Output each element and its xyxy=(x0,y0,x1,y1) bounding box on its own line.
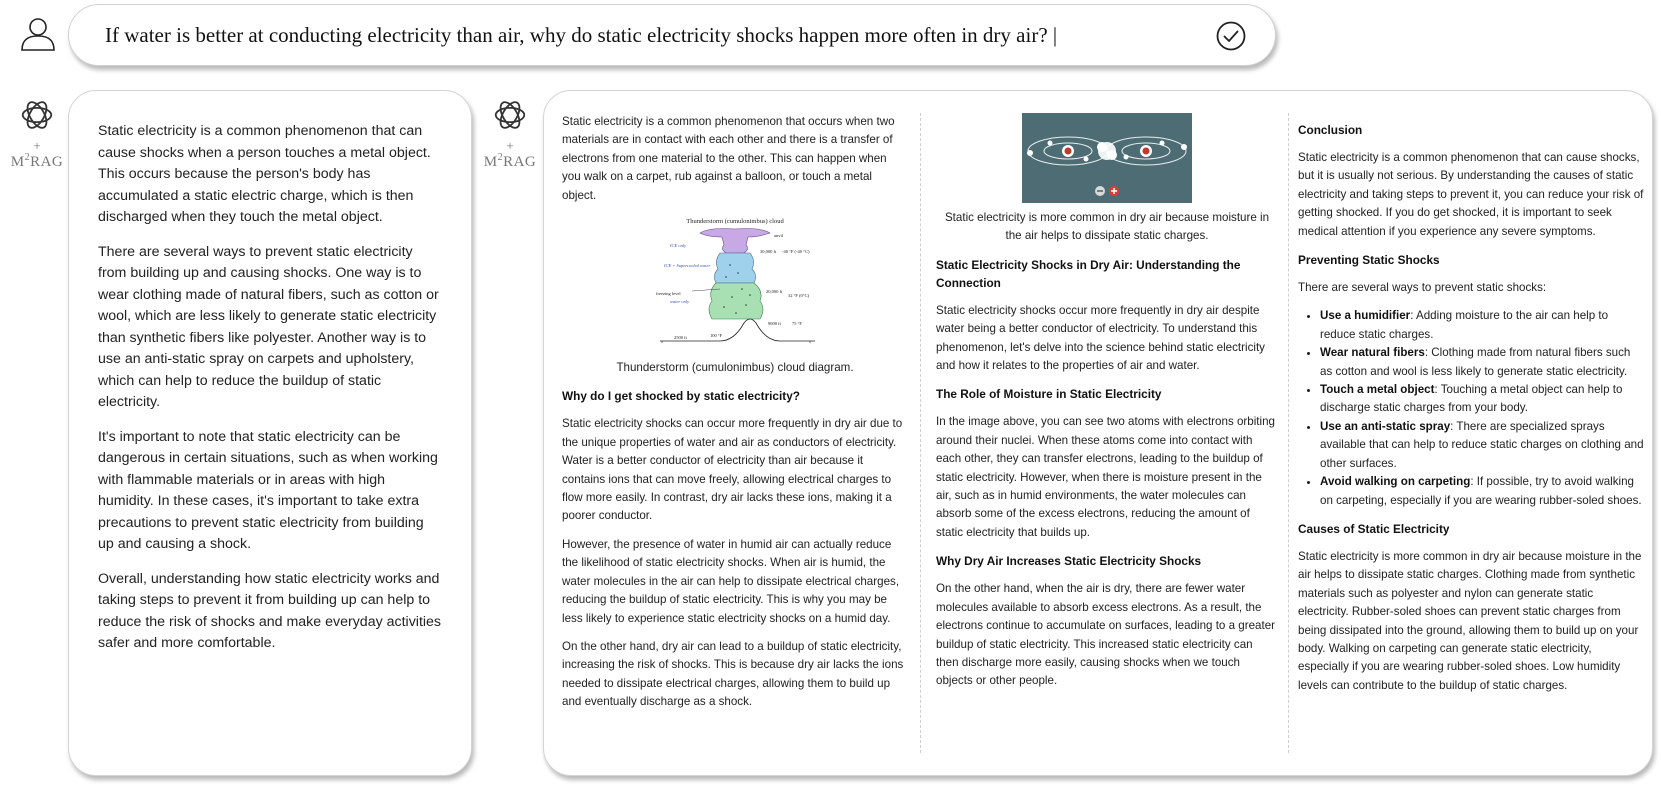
openai-logo-icon xyxy=(491,96,529,134)
list-item-title: Avoid walking on carpeting xyxy=(1320,475,1471,489)
list-item-text: : There are specialized sprays available that can help to reduce static charges on clothing and other surfaces. xyxy=(1320,419,1644,470)
list-item-title: Wear natural fibers xyxy=(1320,346,1425,360)
list-item xyxy=(1320,418,1644,473)
m2rag-prefix: M xyxy=(483,154,498,170)
figure-caption: Thunderstorm (cumulonimbus) cloud diagram. xyxy=(616,361,854,375)
alt-2500-label: 2500 ft xyxy=(674,335,687,341)
temp-100-label: 100 °F xyxy=(710,333,723,339)
m2rag-suffix: RAG xyxy=(30,154,64,170)
m2rag-answer-panel xyxy=(543,90,1653,776)
body-paragraph: On the other hand, dry air can lead to a buildup of static electricity, increasing the risk of shocks. This is because dry air lacks the ions needed to dissipate electrical charges, allowing them to build up and eventually discharge as a shock. xyxy=(562,639,904,709)
body-paragraph: Static electricity shocks occur more frequently in dry air despite water being a better conductor of electricity. To understand this phenomenon, let's delve into the science behind static electricity and how it relates to the properties of air and water. xyxy=(936,303,1265,373)
ice-only-label: ICE only xyxy=(670,243,687,249)
m2rag-label xyxy=(481,152,539,171)
m2rag-prefix: M xyxy=(10,154,25,170)
list-item xyxy=(1320,473,1644,510)
model-badge-right xyxy=(481,96,539,171)
answer-paragraph: Static electricity is a common phenomenon that can cause shocks when a person touches a metal object. This occurs because the person's body has accumulated a static electric charge, which is then discharged when they touch the metal object. xyxy=(98,123,431,225)
answer-paragraph: There are several ways to prevent static electricity from building up and causing shocks. One way is to wear clothing made of natural fibers, such as cotton or wool, which are less likely to generate static electricity than synthetic fibers like polyester. Another way is to use an anti-static spray on carpets and upholstery, which can help to reduce the buildup of static electricity. xyxy=(98,243,439,410)
m2rag-sup: 2 xyxy=(497,152,504,163)
section-heading: Preventing Static Shocks xyxy=(1298,253,1440,268)
model-badge-left xyxy=(8,96,66,171)
body-paragraph: Static electricity is more common in dry air because moisture in the air helps to dissipate static charges. Clothing made from synthetic materials such as polyester and nylon can generate static electricity. Rubber-soled shoes can prevent static charges from being dissipated into the ground, allowing them to build up on your body. Walking on carpeting can generate static electricity, especially if you are wearing rubber-soled shoes. Low humidity levels can contribute to the buildup of static charges. xyxy=(1298,549,1642,692)
section-heading: The Role of Moisture in Static Electricity xyxy=(936,387,1162,402)
answer-column-1 xyxy=(562,113,908,753)
body-paragraph: In the image above, you can see two atoms with electrons orbiting around their nuclei. When these atoms come into contact with each other, they can transfer electrons, leading to the buildup of static electricity. However, when there is moisture present in the air, such as in humid environments, the water molecules can absorb some of the excess electrons, reducing the amount of static electricity that builds up. xyxy=(936,415,1275,539)
alt-30000-label: 30,000 ft xyxy=(760,249,777,255)
section-heading: Why Dry Air Increases Static Electricity Shocks xyxy=(936,554,1202,569)
section-heading: Why do I get shocked by static electricity? xyxy=(562,389,800,404)
body-paragraph: Static electricity is a common phenomenon that can cause shocks, but it is usually not serious. By understanding the causes of static electricity and taking steps to prevent it, you can reduce your risk of getting shocked. If you do get shocked, it is important to seek medical attention if you experience any severe symptoms. xyxy=(1298,151,1644,238)
body-paragraph: However, the presence of water in humid air can actually reduce the likelihood of static electricity shocks. When air is humid, the water molecules in the air can help to dissipate electrical charges, reducing the buildup of static electricity. This is why you may be less likely to experience static electricity shocks on a humid day. xyxy=(562,537,900,625)
list-item-text: : Adding moisture to the air can help to reduce static charges. xyxy=(1320,309,1609,341)
diagram-title: Thunderstorm (cumulonimbus) cloud xyxy=(686,218,784,226)
answer-paragraph: Overall, understanding how static electricity works and taking steps to prevent it from building up can help to reduce the risk of shocks and make everyday activities safer and more comfortable. xyxy=(98,570,442,651)
plus-sign: + xyxy=(506,138,514,153)
answer-paragraph: It's important to note that static electricity can be dangerous in certain situations, such as when working with flammable materials or in areas with high humidity. In these cases, it's important to take extra precautions to prevent static electricity from building up and causing a shock. xyxy=(98,428,438,552)
body-paragraph: There are several ways to prevent static shocks: xyxy=(1298,281,1547,295)
temp-75-label: 75 °F xyxy=(792,321,802,327)
body-paragraph: On the other hand, when the air is dry, there are fewer water molecules available to absorb excess electrons. As a result, the electrons continue to accumulate on surfaces, leading to a greater buildup of static electricity. This increased static electricity can then discharge more easily, causing shocks when we touch objects or other people. xyxy=(936,582,1275,688)
column-divider xyxy=(920,113,921,753)
list-item-text: : Touching a metal object can help to discharge static charges from your body. xyxy=(1320,383,1623,415)
list-item-text: : If possible, try to avoid walking on carpeting, especially if you are wearing rubber-soled shoes. xyxy=(1320,475,1642,507)
figure-caption: Static electricity is more common in dry air because moisture in the air helps to dissipate static charges. xyxy=(944,211,1270,243)
alt-9000-label: 9000 ft xyxy=(768,321,781,327)
m2rag-label xyxy=(8,152,66,171)
plus-sign: + xyxy=(33,138,41,153)
section-heading: Conclusion xyxy=(1298,123,1363,137)
list-item-title: Touch a metal object xyxy=(1320,383,1435,397)
answer-column-3 xyxy=(1298,113,1644,753)
list-item-text: : Clothing made from natural fibers such as cotton and wool is less likely to generate static electricity. xyxy=(1320,346,1631,378)
section-heading: Causes of Static Electricity xyxy=(1298,521,1450,536)
baseline-answer-panel xyxy=(68,90,472,776)
m2rag-sup: 2 xyxy=(24,152,31,163)
freezing-level-label: freezing level xyxy=(656,291,681,297)
list-item-title: Use a humidifier xyxy=(1320,309,1411,323)
section-heading: Static Electricity Shocks in Dry Air: Understanding the Connection xyxy=(936,257,1241,290)
list-item xyxy=(1320,344,1644,381)
list-item xyxy=(1320,381,1644,418)
temp-32-label: 32 °F (0°C) xyxy=(788,293,810,299)
check-circle-icon[interactable] xyxy=(1215,20,1247,52)
column-divider xyxy=(1288,113,1289,753)
query-text[interactable]: If water is better at conducting electricity than air, why do static electricity shocks happen more often in dry air? | xyxy=(105,22,1058,47)
temp-minus40-label: -40 °F (-40 °C) xyxy=(782,249,810,255)
user-icon xyxy=(18,14,58,54)
m2rag-suffix: RAG xyxy=(503,154,537,170)
intro-paragraph: Static electricity is a common phenomenon that occurs when two materials are in contact with each other and there is a transfer of electrons from one material to the other. This can happen when you walk on a carpet, rub against a balloon, or touch a metal object. xyxy=(562,115,895,202)
prevention-list xyxy=(1320,307,1644,509)
openai-logo-icon xyxy=(18,96,56,134)
water-only-label: water only xyxy=(670,299,690,305)
atoms-static-image xyxy=(1022,113,1192,203)
anvil-label: anvil xyxy=(774,233,783,239)
list-item-title: Use an anti-static spray xyxy=(1320,419,1451,433)
alt-20000-label: 20,000 ft xyxy=(766,289,783,295)
body-paragraph: Static electricity shocks can occur more frequently in dry air due to the unique properties of water and air as conductors of electricity. Water is a better conductor of electricity than air because it contains ions that can move freely, allowing electrical charges to flow more easily. In contrast, dry air lacks these ions, making it a poorer conductor. xyxy=(562,417,903,523)
ice-water-label: ICE + Supercooled water xyxy=(664,263,711,269)
answer-column-2 xyxy=(936,113,1278,753)
thunderstorm-diagram-image xyxy=(650,215,820,355)
query-bar[interactable] xyxy=(68,4,1276,66)
list-item xyxy=(1320,307,1644,344)
